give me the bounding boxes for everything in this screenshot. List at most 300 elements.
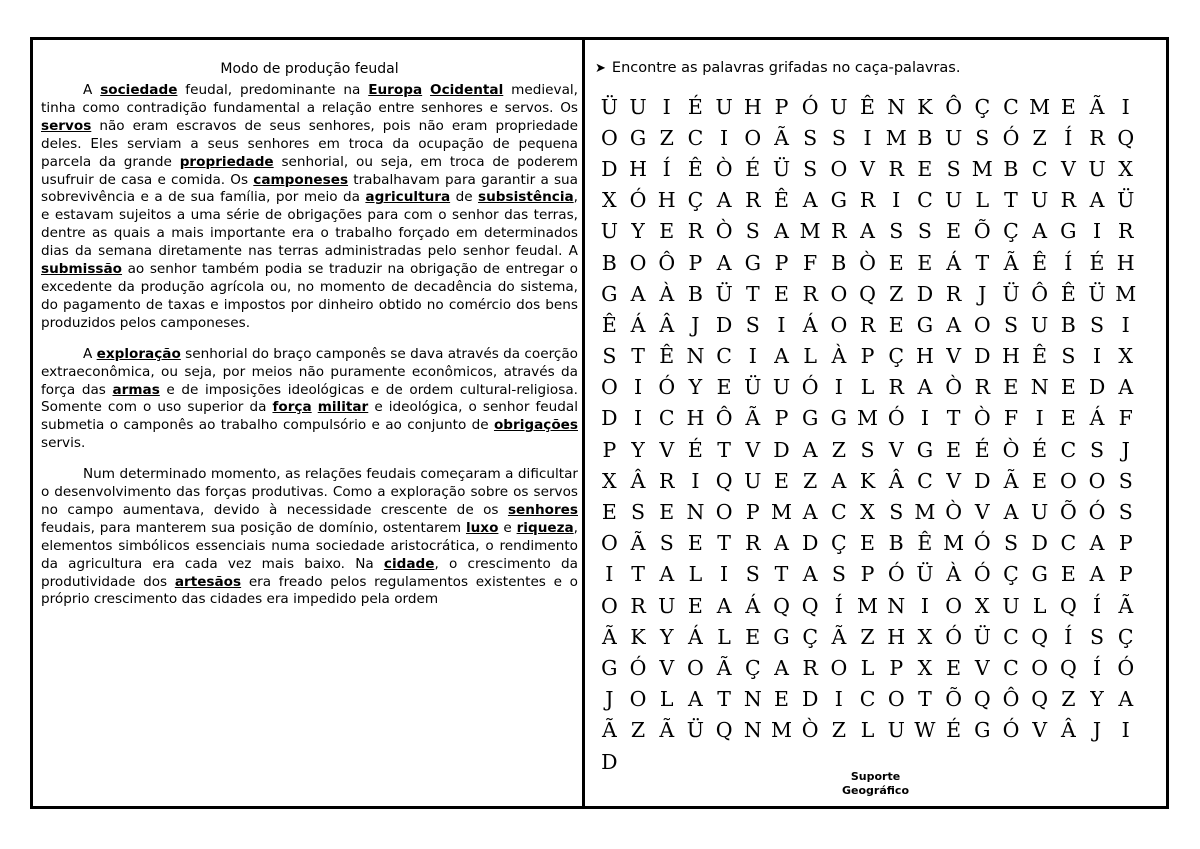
grid-letter: E <box>687 531 703 556</box>
grid-letter: Q <box>715 718 733 743</box>
grid-letter: L <box>717 624 731 649</box>
grid-letter: Ã <box>601 624 617 649</box>
grid-letter: S <box>1118 500 1133 525</box>
grid-letter: Ó <box>887 562 905 587</box>
grid-letter: T <box>1004 188 1018 213</box>
grid-letter: A <box>1032 219 1048 244</box>
grid-letter: Z <box>860 624 875 649</box>
grid-letter: S <box>831 125 846 150</box>
grid-letter: G <box>629 125 647 150</box>
grid-letter: Ã <box>831 624 847 649</box>
grid-letter: E <box>659 500 675 525</box>
grid-letter: O <box>1031 655 1049 680</box>
grid-letter: H <box>629 156 647 181</box>
grid-letter: Z <box>659 125 674 150</box>
grid-letter: Ó <box>1088 500 1106 525</box>
grid-letter: C <box>1031 156 1048 181</box>
grid-letter: P <box>602 437 617 462</box>
text-segment: medieval, tinha como contradição fundamental a relação entre senhores e servos. Os <box>41 82 578 116</box>
grid-letter: A <box>860 219 875 244</box>
grid-letter: L <box>860 655 875 680</box>
grid-letter: X <box>860 500 875 525</box>
grid-letter: É <box>1089 250 1105 275</box>
grid-letter: T <box>745 281 760 306</box>
grid-letter: Ç <box>1003 562 1019 587</box>
grid-letter: Ò <box>945 375 962 400</box>
grid-letter: N <box>743 718 762 743</box>
grid-letter: E <box>946 437 962 462</box>
grid-letter: O <box>830 281 848 306</box>
grid-letter: Ê <box>1032 344 1048 369</box>
grid-letter: T <box>717 531 731 556</box>
grid-letter: R <box>1118 219 1134 244</box>
keyword: agricultura <box>365 189 451 206</box>
text-segment: e de imposições ideológicas e de ordem cultural-religiosa. Somente com o uso superior da <box>41 381 578 416</box>
grid-letter: M <box>943 531 965 556</box>
grid-letter: S <box>1003 312 1018 337</box>
grid-letter: E <box>745 624 761 649</box>
grid-letter: B <box>917 125 933 150</box>
grid-letter: D <box>1088 375 1106 400</box>
grid-letter: D <box>801 531 819 556</box>
grid-letter: Ó <box>801 375 819 400</box>
grid-letter: E <box>917 156 933 181</box>
keyword: subsistência <box>478 189 574 206</box>
grid-letter: Ò <box>859 250 876 275</box>
grid-letter: D <box>601 406 618 431</box>
grid-letter: S <box>975 125 990 150</box>
grid-letter: Ü <box>1002 281 1020 306</box>
grid-letter: S <box>889 500 904 525</box>
grid-letter: C <box>716 344 732 369</box>
paragraph <box>41 466 578 609</box>
grid-letter: Ô <box>945 94 962 119</box>
grid-letter: Ü <box>772 156 791 181</box>
grid-letter: Z <box>831 718 846 743</box>
grid-letter: Ô <box>1031 281 1049 306</box>
keyword: submissão <box>41 261 123 278</box>
grid-letter: G <box>974 718 991 743</box>
grid-letter: X <box>602 188 617 213</box>
text-segment: ao senhor também podia se traduzir na obrigação de entregar o excedente da produção agrícola ou, no momento de decadência do sistema, do pagamento de taxas e impostos por dinheiro obtido no comércio dos bens produzidos pelos camponeses. <box>41 261 578 331</box>
grid-letter: N <box>887 593 906 618</box>
grid-letter: Á <box>946 250 961 275</box>
grid-letter: E <box>773 468 789 493</box>
grid-letter: Í <box>662 156 671 181</box>
grid-letter: L <box>803 344 817 369</box>
grid-letter: A <box>716 250 732 275</box>
grid-letter: X <box>602 468 617 493</box>
grid-letter: S <box>946 156 961 181</box>
grid-letter: S <box>831 562 846 587</box>
grid-letter: Z <box>803 468 818 493</box>
grid-letter: L <box>975 188 990 213</box>
grid-letter: P <box>1118 531 1133 556</box>
grid-letter: B <box>888 531 904 556</box>
grid-letter: L <box>860 718 875 743</box>
grid-letter: U <box>658 593 676 618</box>
grid-letter: S <box>631 500 646 525</box>
credit <box>585 770 1166 798</box>
grid-letter: A <box>802 188 818 213</box>
grid-letter: Ó <box>1002 718 1020 743</box>
grid-letter: Q <box>715 468 733 493</box>
grid-letter: V <box>1060 156 1076 181</box>
word-search-panel <box>585 40 1166 806</box>
grid-letter: J <box>1092 718 1102 743</box>
grid-letter: G <box>601 655 618 680</box>
grid-letter: S <box>1090 624 1105 649</box>
keyword: armas <box>112 381 160 398</box>
grid-letter: Ê <box>773 188 789 213</box>
text-segment: não eram escravos de seus senhores, pois não eram propriedade deles. Eles serviam a seus senhores em troca da ocupação de pequena parcela da grande <box>41 117 578 170</box>
instruction <box>595 58 1166 79</box>
grid-letter: E <box>860 531 876 556</box>
grid-letter: Í <box>1064 250 1073 275</box>
grid-letter: R <box>859 188 876 213</box>
grid-letter: P <box>1118 562 1133 587</box>
grid-letter: A <box>659 562 675 587</box>
grid-letter: Ã <box>745 406 761 431</box>
grid-letter: U <box>629 94 647 119</box>
paragraph <box>41 346 578 453</box>
grid-letter: A <box>917 375 933 400</box>
grid-letter: I <box>920 406 929 431</box>
grid-letter: X <box>974 593 990 618</box>
grid-letter: B <box>1003 156 1019 181</box>
grid-letter: E <box>1032 468 1048 493</box>
grid-letter: U <box>830 94 848 119</box>
grid-letter: À <box>831 344 847 369</box>
grid-letter: Ü <box>600 94 618 119</box>
grid-letter: U <box>1031 312 1049 337</box>
grid-letter: H <box>743 94 762 119</box>
grid-letter: I <box>1092 344 1102 369</box>
grid-letter: Ç <box>831 531 847 556</box>
grid-letter: Ê <box>601 312 617 337</box>
grid-letter: V <box>860 156 875 181</box>
grid-letter: M <box>1029 94 1051 119</box>
grid-letter: I <box>1035 406 1044 431</box>
grid-letter: L <box>659 687 674 712</box>
grid-letter: U <box>944 125 963 150</box>
keyword: senhores <box>507 501 578 518</box>
grid-letter: I <box>834 375 843 400</box>
grid-letter: Y <box>688 375 703 400</box>
grid-letter: I <box>892 188 901 213</box>
grid-letter: I <box>1121 312 1130 337</box>
grid-letter: E <box>946 655 962 680</box>
grid-letter: S <box>889 219 904 244</box>
grid-letter: H <box>1002 344 1020 369</box>
keyword: camponeses <box>253 171 349 188</box>
grid-letter: S <box>745 219 760 244</box>
grid-letter: R <box>1060 188 1077 213</box>
grid-letter: A <box>802 562 818 587</box>
grid-letter: A <box>774 344 789 369</box>
text-segment: senhorial do braço camponês se dava através da coerção extraeconômica, ou seja, por meios não puramente econômicos, através da força das <box>41 345 578 398</box>
grid-letter: O <box>887 687 905 712</box>
grid-letter: E <box>888 312 904 337</box>
grid-letter: I <box>863 125 872 150</box>
keyword: obrigações <box>493 417 578 434</box>
credit-line-2: Geográfico <box>842 784 909 797</box>
grid-letter: H <box>1116 250 1135 275</box>
grid-letter: O <box>1088 468 1106 493</box>
grid-letter: Ó <box>973 531 991 556</box>
grid-letter: O <box>600 531 618 556</box>
grid-letter: S <box>1118 468 1133 493</box>
grid-letter: I <box>605 562 614 587</box>
grid-letter: I <box>633 406 643 431</box>
keyword: Europa <box>368 82 423 98</box>
grid-letter: J <box>691 312 700 337</box>
grid-letter: Ê <box>1032 250 1048 275</box>
grid-letter: S <box>1090 437 1105 462</box>
grid-letter: U <box>715 94 733 119</box>
grid-letter: P <box>889 655 904 680</box>
grid-letter: N <box>743 687 762 712</box>
grid-letter: Ü <box>916 562 934 587</box>
credit-line-1: Suporte <box>850 770 901 783</box>
grid-letter: R <box>831 219 847 244</box>
grid-letter: U <box>600 219 618 244</box>
grid-letter: Õ <box>973 219 991 244</box>
grid-letter: Ò <box>1002 437 1020 462</box>
grid-letter: D <box>773 437 790 462</box>
grid-letter: É <box>687 437 703 462</box>
grid-letter: T <box>918 687 932 712</box>
grid-letter: É <box>946 718 962 743</box>
grid-letter: E <box>1060 94 1076 119</box>
grid-letter: C <box>1003 94 1019 119</box>
arrowhead-bullet-icon: ➤ <box>595 61 606 76</box>
grid-letter: A <box>630 281 646 306</box>
grid-letter: S <box>745 562 760 587</box>
grid-letter: Á <box>630 312 646 337</box>
grid-letter: Ó <box>801 94 819 119</box>
worksheet-frame <box>30 37 1169 809</box>
keyword: servos <box>41 117 92 134</box>
grid-letter: R <box>859 312 876 337</box>
grid-letter: Y <box>659 624 674 649</box>
grid-letter: S <box>803 125 818 150</box>
grid-letter: Ç <box>802 624 818 649</box>
grid-letter: E <box>1060 375 1076 400</box>
text-segment: feudais, para manterem sua posição de domínio, ostentarem <box>41 519 466 536</box>
grid-letter: G <box>601 281 618 306</box>
grid-letter: O <box>744 125 762 150</box>
keyword: riqueza <box>516 519 574 536</box>
grid-letter: M <box>1115 281 1137 306</box>
grid-letter: Ç <box>974 94 991 119</box>
keyword: sociedade <box>100 82 178 98</box>
grid-letter: G <box>1060 219 1077 244</box>
grid-letter: F <box>1118 406 1133 431</box>
grid-letter: D <box>601 749 618 774</box>
grid-letter: S <box>602 344 617 369</box>
grid-letter: I <box>720 125 729 150</box>
grid-letter: U <box>744 468 762 493</box>
grid-letter: R <box>630 593 646 618</box>
text-segment: , elementos simbólicos essenciais numa sociedade aristocrática, o rendimento da agricultura era cada vez mais baixo. Na <box>41 519 578 572</box>
keyword: força <box>272 399 312 416</box>
grid-letter: E <box>773 281 789 306</box>
text-segment: era freado pelos regulamentos existentes e o próprio crescimento das cidades era impedido pela ordem <box>41 573 578 608</box>
grid-letter: Ã <box>1003 468 1019 493</box>
keyword: propriedade <box>179 153 274 170</box>
grid-letter: Ò <box>715 156 733 181</box>
grid-letter: Ô <box>658 250 676 275</box>
grid-letter: G <box>916 437 934 462</box>
grid-letter: A <box>774 655 789 680</box>
grid-letter: Ó <box>629 188 647 213</box>
grid-letter: G <box>830 406 848 431</box>
grid-letter: J <box>1121 437 1130 462</box>
grid-letter: O <box>830 156 848 181</box>
grid-letter: S <box>803 156 818 181</box>
grid-letter: Ò <box>973 406 991 431</box>
grid-letter: I <box>1121 94 1130 119</box>
text-segment <box>422 82 430 98</box>
grid-letter: É <box>745 156 761 181</box>
grid-letter: Ò <box>715 219 733 244</box>
grid-letter: E <box>687 593 703 618</box>
grid-letter: S <box>917 219 932 244</box>
grid-letter: I <box>777 312 786 337</box>
grid-letter: P <box>860 562 875 587</box>
grid-letter: G <box>801 406 819 431</box>
text-segment: , e estavam sujeitos a uma série de obrigações para com o senhor das terras, dentre as quais a mais importante era o trabalho forçado em determinados dias da semana diretamente nas terras administradas pelo senhor feudal. A <box>41 189 578 260</box>
grid-letter: G <box>1031 562 1048 587</box>
grid-letter: E <box>773 687 789 712</box>
grid-letter: Ê <box>687 156 703 181</box>
grid-letter: A <box>1118 687 1134 712</box>
grid-letter: P <box>688 250 703 275</box>
grid-letter: Õ <box>945 687 962 712</box>
grid-letter: A <box>1003 500 1019 525</box>
grid-letter: S <box>745 312 760 337</box>
grid-letter: N <box>1030 375 1049 400</box>
grid-letter: O <box>629 250 647 275</box>
grid-letter: E <box>601 500 617 525</box>
grid-letter: C <box>917 468 933 493</box>
grid-letter: I <box>662 94 671 119</box>
text-segment: Num determinado momento, as relações feudais começaram a dificultar o desenvolvimento das forças produtivas. Como a exploração sobre os servos no campo aumentava, devido à necessidade crescente de os <box>41 466 578 518</box>
grid-letter: Ó <box>945 624 962 649</box>
grid-letter: Â <box>659 312 675 337</box>
grid-letter: P <box>774 250 789 275</box>
grid-letter: Â <box>888 468 904 493</box>
grid-letter: À <box>946 562 961 587</box>
grid-letter: Ã <box>659 718 675 743</box>
grid-letter: Ü <box>1117 188 1135 213</box>
grid-letter: N <box>686 344 705 369</box>
grid-letter: F <box>803 250 818 275</box>
keyword: exploração <box>96 345 181 362</box>
grid-letter: É <box>1032 437 1048 462</box>
grid-letter: T <box>774 562 789 587</box>
grid-letter: D <box>715 312 733 337</box>
grid-letter: R <box>745 531 761 556</box>
grid-letter: I <box>633 375 643 400</box>
grid-letter: Ü <box>1088 281 1106 306</box>
keyword: militar <box>317 399 369 416</box>
grid-letter: H <box>686 406 705 431</box>
grid-letter: U <box>1031 500 1049 525</box>
grid-letter: A <box>802 500 818 525</box>
text-segment: , o crescimento da produtividade dos <box>41 555 578 590</box>
grid-letter: G <box>773 624 790 649</box>
grid-letter: X <box>917 655 933 680</box>
grid-letter: A <box>774 531 789 556</box>
grid-letter: É <box>974 437 990 462</box>
grid-letter: Â <box>1060 718 1076 743</box>
grid-letter: I <box>691 468 700 493</box>
grid-letter: M <box>857 406 879 431</box>
grid-letter: V <box>659 437 675 462</box>
grid-letter: A <box>1089 562 1105 587</box>
grid-letter: Ó <box>629 655 647 680</box>
grid-letter: P <box>745 500 760 525</box>
text-segment: feudal, predominante na <box>177 82 369 98</box>
grid-letter: H <box>657 188 676 213</box>
grid-letter: K <box>630 624 646 649</box>
grid-letter: A <box>831 468 847 493</box>
grid-letter: I <box>748 344 757 369</box>
grid-letter: A <box>1089 188 1105 213</box>
grid-letter: Z <box>831 437 846 462</box>
grid-letter: V <box>659 655 675 680</box>
grid-letter: D <box>601 156 618 181</box>
grid-letter: C <box>658 406 675 431</box>
text-segment: de <box>450 189 479 206</box>
keyword: artesãos <box>174 573 242 590</box>
grid-letter: Q <box>1117 125 1135 150</box>
grid-letter: T <box>975 250 990 275</box>
grid-letter: C <box>1060 531 1077 556</box>
grid-letter: B <box>831 250 847 275</box>
text-body <box>41 82 578 609</box>
grid-letter: O <box>687 655 704 680</box>
grid-letter: T <box>717 687 731 712</box>
grid-letter: E <box>888 250 904 275</box>
text-segment: A <box>83 345 97 362</box>
grid-letter: Á <box>745 593 761 618</box>
grid-letter: O <box>830 655 848 680</box>
grid-letter: X <box>1118 344 1134 369</box>
grid-letter: C <box>687 125 704 150</box>
grid-letter: S <box>860 437 875 462</box>
grid-letter: A <box>688 687 703 712</box>
grid-letter: Á <box>802 312 818 337</box>
grid-letter: Ü <box>715 281 733 306</box>
grid-letter: Í <box>1092 655 1102 680</box>
text-segment: trabalhavam para garantir a sua sobrevivência e a de sua família, por meio da <box>41 171 578 206</box>
grid-letter: Ã <box>1003 250 1019 275</box>
grid-letter: A <box>1089 531 1105 556</box>
grid-letter: A <box>716 188 732 213</box>
instruction-text: Encontre as palavras grifadas no caça-palavras. <box>611 60 961 76</box>
grid-letter: Ã <box>774 125 789 150</box>
grid-letter: T <box>631 344 645 369</box>
grid-letter: I <box>720 562 729 587</box>
grid-letter: Ã <box>601 718 617 743</box>
grid-letter: M <box>885 125 907 150</box>
grid-letter: Q <box>1059 655 1077 680</box>
grid-letter: Ó <box>658 375 676 400</box>
grid-letter: Ç <box>1117 624 1134 649</box>
